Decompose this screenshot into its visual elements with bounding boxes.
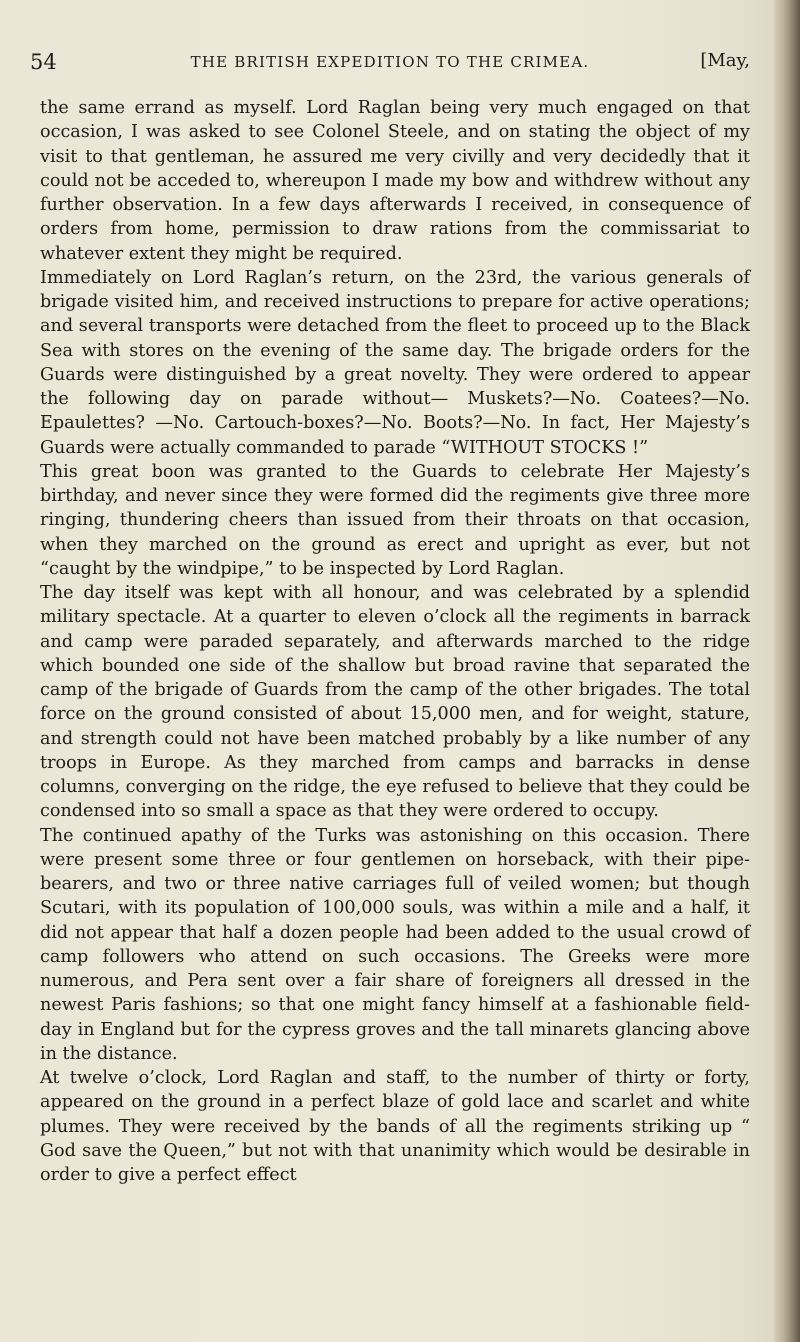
paragraph: The continued apathy of the Turks was astonishing on this occasion. There were present some three or four gentlemen on horseback, with their pipe-bearers, and two or three native carriages full of veiled women; but though Scutari, with its population of 100,000 souls, was within a mile and a half, it did not appear that half a dozen people had been added to the usual crowd of camp followers who attend on such occasions. The Greeks were more numerous, and Pera sent over a fair share of foreigners all dressed in the newest Paris fashions; so that one might fancy himself at a fashionable field-day in England but for the cypress groves and the tall minarets glancing above in the distance.	[40, 825, 750, 1064]
page-number: 54	[30, 50, 57, 74]
paragraph: Immediately on Lord Raglan’s return, on the 23rd, the various generals of brigade visited him, and received instructions to prepare for active operations; and several transports were detached from the fleet to proceed up to the Black Sea with stores on the evening of the same day. The brigade orders for the Guards were distinguished by a great novelty. They were ordered to appear the following day on parade without— Muskets?—No. Coatees?—No. Epaulettes? —No. Cartouch-boxes?—No. Boots?—No. In fact, Her Majesty’s Guards were actually commanded to parade “WITHOUT STOCKS !”	[40, 267, 750, 458]
page-header	[30, 50, 750, 80]
paragraph: At twelve o’clock, Lord Raglan and staff, to the number of thirty or forty, appeared on the ground in a perfect blaze of gold lace and scarlet and white plumes. They were received by the bands of all the regiments striking up “ God save the Queen,” but not with that unanimity which would be desirable in order to give a perfect effect	[40, 1068, 750, 1185]
running-head: THE BRITISH EXPEDITION TO THE CRIMEA.	[190, 53, 590, 71]
book-spine-shadow	[774, 0, 800, 1342]
paragraph: This great boon was granted to the Guards to celebrate Her Majesty’s birthday, and never since they were formed did the regiments give three more ringing, thundering cheers than issued from their throats on that occasion, when they marched on the ground as erect and upright as ever, but not “caught by the windpipe,” to be inspected by Lord Raglan.	[40, 461, 750, 579]
paragraph: the same errand as myself. Lord Raglan being very much engaged on that occasion, I was asked to see Colonel Steele, and on stating the object of my visit to that gentleman, he assured me very civilly and very decidedly that it could not be acceded to, whereupon I made my bow and withdrew without any further observation. In a few days afterwards I received, in consequence of orders from home, permission to draw rations from the commissariat to whatever extent they might be required.	[40, 98, 750, 264]
body-text	[40, 96, 750, 1187]
running-date: [May,	[700, 50, 750, 71]
paragraph: The day itself was kept with all honour, and was celebrated by a splendid military spectacle. At a quarter to eleven o’clock all the regiments in barrack and camp were paraded separately, and afterwards marched to the ridge which bounded one side of the shallow but broad ravine that separated the camp of the brigade of Guards from the camp of the other brigades. The total force on the ground consisted of about 15,000 men, and for weight, stature, and strength could not have been matched probably by a like number of any troops in Europe. As they marched from camps and barracks in dense columns, converging on the ridge, the eye refused to believe that they could be condensed into so small a space as that they were ordered to occupy.	[40, 583, 750, 822]
